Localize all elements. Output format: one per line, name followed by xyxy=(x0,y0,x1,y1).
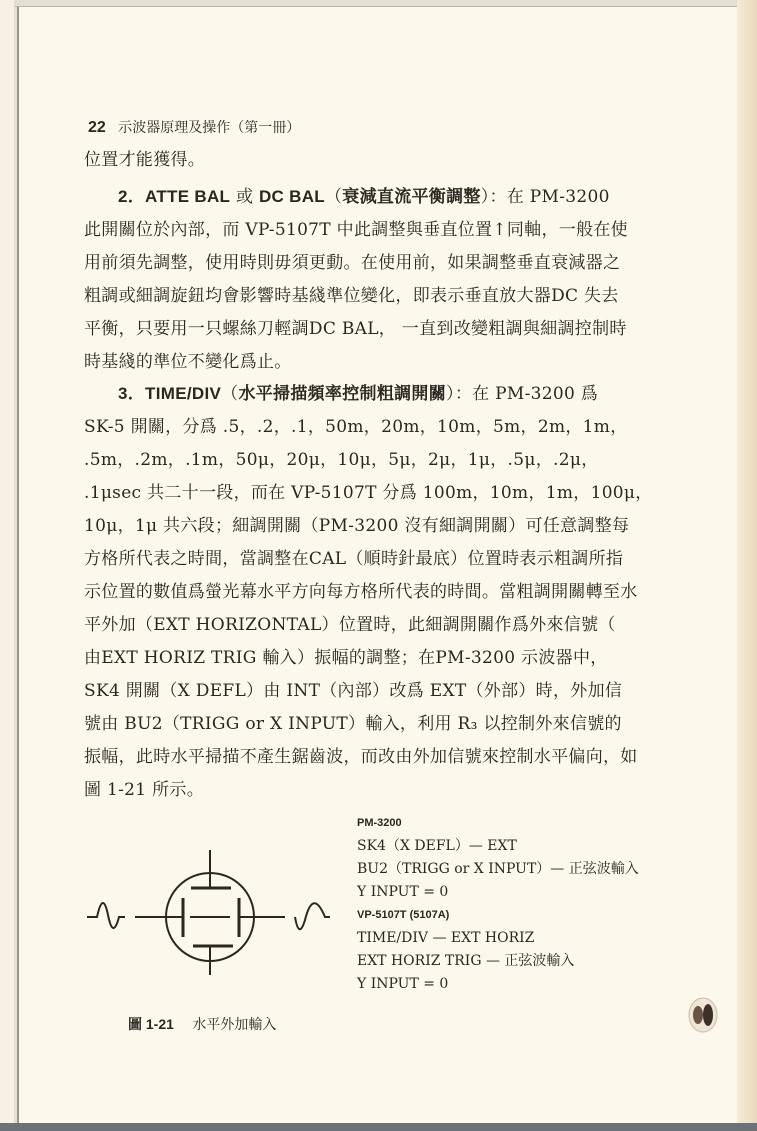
vp5107-heading: VP-5107T (5107A) xyxy=(357,909,450,921)
body-line: 圖 1-21 所示。 xyxy=(84,780,204,800)
body-line: 用前須先調整，使用時則毋須更動。在使用前，如果調整垂直衰減器之 xyxy=(84,253,621,273)
binding-hole-icon xyxy=(686,995,720,1035)
section-2-heading-line: 2．ATTE BAL 或 DC BAL（衰減直流平衡調整）：在 PM-3200 xyxy=(118,187,610,207)
body-line: SK-5 開關，分爲 .5，.2，.1，50m，20m，10m，5m，2m，1m， xyxy=(84,417,628,437)
body-line: 位置才能獲得。 xyxy=(84,150,206,170)
pm3200-setting: BU2（TRIGG or X INPUT）— 正弦波輸入 xyxy=(357,861,639,877)
pm3200-setting: Y INPUT = 0 xyxy=(357,884,449,900)
body-line: 平外加（EXT HORIZONTAL）位置時，此細調開關作爲外來信號（ xyxy=(84,615,616,635)
figure-caption xyxy=(128,1014,276,1034)
output-sine-wave-icon xyxy=(295,903,330,929)
running-header xyxy=(88,117,300,137)
vp5107-setting: Y INPUT = 0 xyxy=(357,976,449,992)
body-line: .1μsec 共二十一段，而在 VP-5107T 分爲 100m，10m，1m，100μ， xyxy=(84,483,653,503)
figure-settings xyxy=(357,812,639,996)
pm3200-heading: PM-3200 xyxy=(357,817,402,829)
body-line: 示位置的數值爲螢光幕水平方向每方格所代表的時間。當粗調開關轉至水 xyxy=(84,582,638,602)
crt-deflection-diagram xyxy=(85,840,335,975)
body-line: 10μ，1μ 共六段；細調開關（PM-3200 沒有細調開關）可任意調整每 xyxy=(84,516,630,536)
book-spine-edge xyxy=(0,0,15,1124)
page-number: 22 xyxy=(88,119,106,136)
vp5107-setting: EXT HORIZ TRIG — 正弦波輸入 xyxy=(357,953,575,969)
body-line: 號由 BU2（TRIGG or X INPUT）輸入，利用 R₃ 以控制外來信號的 xyxy=(84,714,622,734)
body-line: SK4 開關（X DEFL）由 INT（內部）改爲 EXT（外部）時，外加信 xyxy=(84,681,623,701)
figure-caption-text: 水平外加輸入 xyxy=(192,1017,277,1033)
page-top-edge xyxy=(15,0,750,7)
body-line: 由EXT HORIZ TRIG 輸入）振幅的調整；在PM-3200 示波器中， xyxy=(84,648,608,668)
body-line: 振幅，此時水平掃描不產生鋸齒波，而改由外加信號來控制水平偏向，如 xyxy=(84,747,638,767)
book-gutter-line xyxy=(14,0,19,1124)
body-line: 方格所代表之時間，當調整在CAL（順時針最底）位置時表示粗調所指 xyxy=(84,549,624,569)
scanner-bottom-edge xyxy=(0,1123,757,1131)
body-line: .5m，.2m，.1m，50μ，20μ，10μ，5μ，2μ，1μ，.5μ，.2μ， xyxy=(84,450,599,470)
pm3200-setting: SK4（X DEFL）— EXT xyxy=(357,838,517,854)
page-right-shadow xyxy=(737,0,757,1124)
body-line: 粗調或細調旋鈕均會影響時基綫準位變化，即表示垂直放大器DC 失去 xyxy=(84,286,619,306)
input-sine-wave-icon xyxy=(87,903,125,928)
section-3-heading-line: 3．TIME/DIV（水平掃描頻率控制粗調開關）：在 PM-3200 爲 xyxy=(118,384,599,404)
body-line: 時基綫的準位不變化爲止。 xyxy=(84,352,292,372)
body-line: 此開關位於內部，而 VP-5107T 中此調整與垂直位置↑同軸，一般在使 xyxy=(84,220,628,240)
figure-label: 圖 1-21 xyxy=(128,1016,174,1032)
vp5107-setting: TIME/DIV — EXT HORIZ xyxy=(357,930,535,946)
running-title: 示波器原理及操作（第一冊） xyxy=(118,120,301,136)
body-line: 平衡，只要用一只螺絲刀輕調DC BAL， 一直到改變粗調與細調控制時 xyxy=(84,319,627,339)
